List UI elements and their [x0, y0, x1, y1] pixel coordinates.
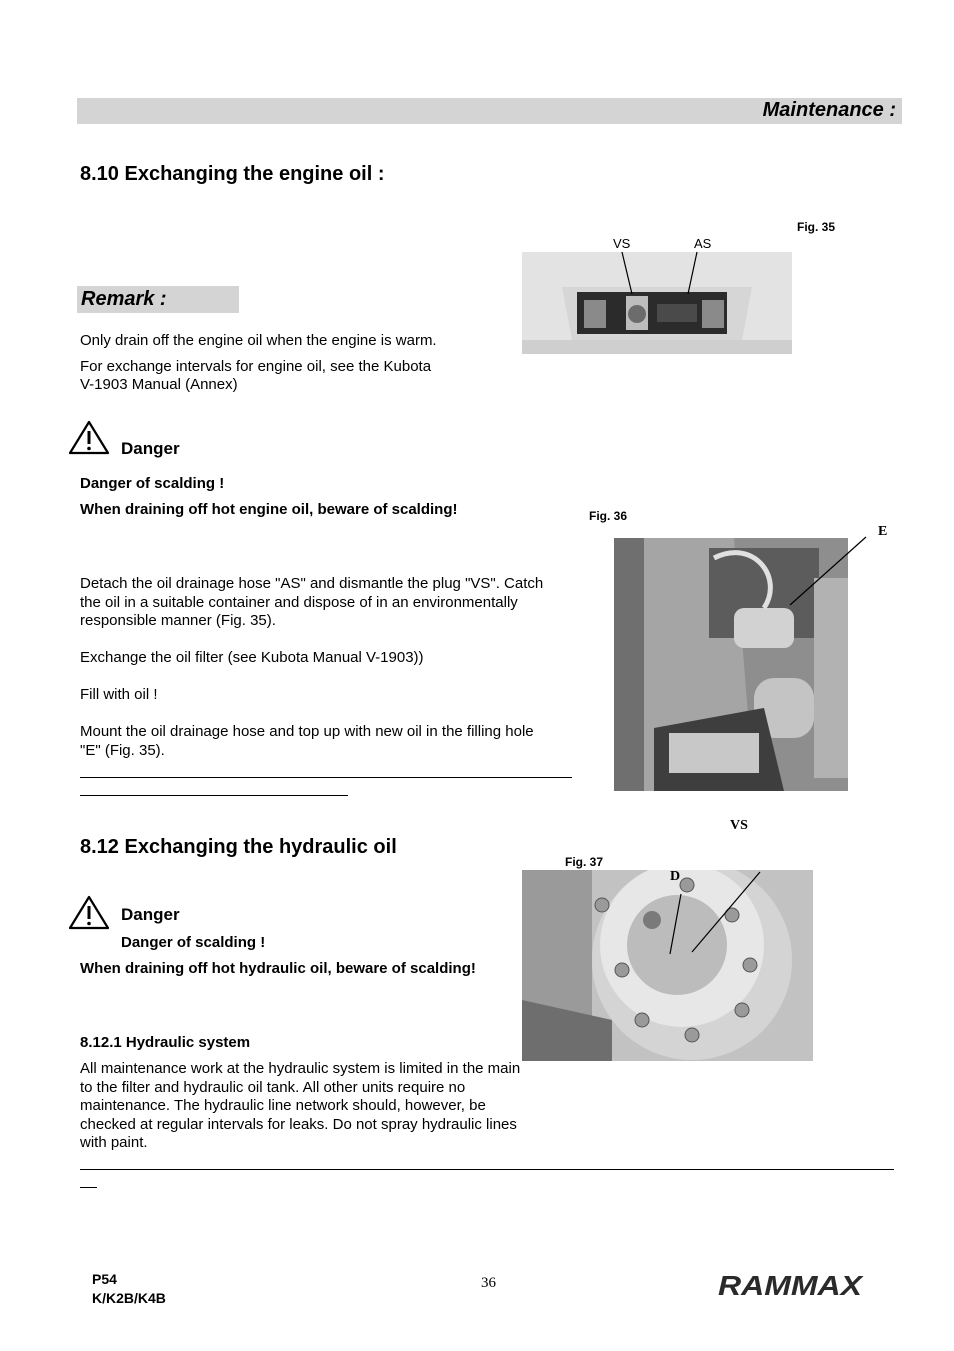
svg-text:RAMMAX: RAMMAX	[718, 1270, 864, 1300]
fig37-label-d: D	[670, 869, 681, 884]
step-mount-line-1: Mount the oil drainage hose and top up with new oil in the filling hole	[80, 723, 534, 740]
hydraulic-text-line-3: maintenance. The hydraulic line network should, however, be	[80, 1097, 486, 1114]
fig35-label-vs: VS	[613, 236, 631, 251]
footer-model-line-2: K/K2B/K4B	[92, 1290, 166, 1306]
separator-rule	[80, 777, 572, 778]
danger-label-2: Danger	[121, 905, 180, 924]
remark-text-1: Only drain off the engine oil when the engine is warm.	[80, 332, 437, 349]
hydraulic-text-line-5: with paint.	[80, 1134, 148, 1151]
separator-rule	[80, 1169, 894, 1170]
separator-rule	[80, 795, 348, 796]
step-fill: Fill with oil !	[80, 686, 158, 703]
hydraulic-text-line-1: All maintenance work at the hydraulic system is limited in the main	[80, 1060, 521, 1077]
danger-title-1: Danger of scalding !	[80, 475, 225, 492]
step-detach-line-2: the oil in a suitable container and dispose of in an environmentally	[80, 594, 518, 611]
heading-hydraulic-oil: 8.12 Exchanging the hydraulic oil	[80, 836, 397, 858]
fig35-label-as: AS	[694, 236, 712, 251]
section-header-title: Maintenance :	[762, 99, 896, 121]
danger-text-1: When draining off hot engine oil, beware of scalding!	[80, 501, 458, 518]
fig36-label-e: E	[878, 524, 888, 539]
page-number: 36	[481, 1275, 496, 1291]
fig36-label-vs: VS	[730, 818, 748, 833]
heading-engine-oil: 8.10 Exchanging the engine oil :	[80, 163, 385, 185]
remark-text-3: V-1903 Manual (Annex)	[80, 376, 238, 393]
warning-triangle-icon	[68, 420, 110, 456]
remark-text-2: For exchange intervals for engine oil, see the Kubota	[80, 358, 432, 375]
rammax-logo	[718, 1270, 864, 1300]
step-filter: Exchange the oil filter (see Kubota Manual V-1903))	[80, 649, 424, 666]
section-header-bar	[77, 98, 902, 124]
footer-model-line-1: P54	[92, 1271, 117, 1287]
danger-label-1: Danger	[121, 439, 180, 458]
separator-rule	[80, 1187, 97, 1188]
fig37-leader-lines	[660, 870, 770, 960]
fig35-leader-lines	[600, 250, 720, 300]
step-detach-line-1: Detach the oil drainage hose "AS" and dismantle the plug "VS". Catch	[80, 575, 544, 592]
fig37-caption: Fig. 37	[565, 855, 604, 869]
subheading-hydraulic-system: 8.12.1 Hydraulic system	[80, 1034, 251, 1051]
hydraulic-text-line-2: to the filter and hydraulic oil tank. All other units require no	[80, 1079, 466, 1096]
fig36-caption: Fig. 36	[589, 509, 628, 523]
danger-title-2: Danger of scalding !	[121, 934, 266, 951]
fig36-leader-line	[780, 535, 880, 615]
warning-triangle-icon	[68, 895, 110, 931]
step-mount-line-2: "E" (Fig. 35).	[80, 742, 165, 759]
step-detach-line-3: responsible manner (Fig. 35).	[80, 612, 276, 629]
fig35-caption: Fig. 35	[797, 220, 836, 234]
hydraulic-text-line-4: checked at regular intervals for leaks. Do not spray hydraulic lines	[80, 1116, 517, 1133]
remark-title: Remark :	[81, 288, 167, 310]
danger-text-2: When draining off hot hydraulic oil, beware of scalding!	[80, 960, 476, 977]
remark-bar	[77, 286, 239, 313]
